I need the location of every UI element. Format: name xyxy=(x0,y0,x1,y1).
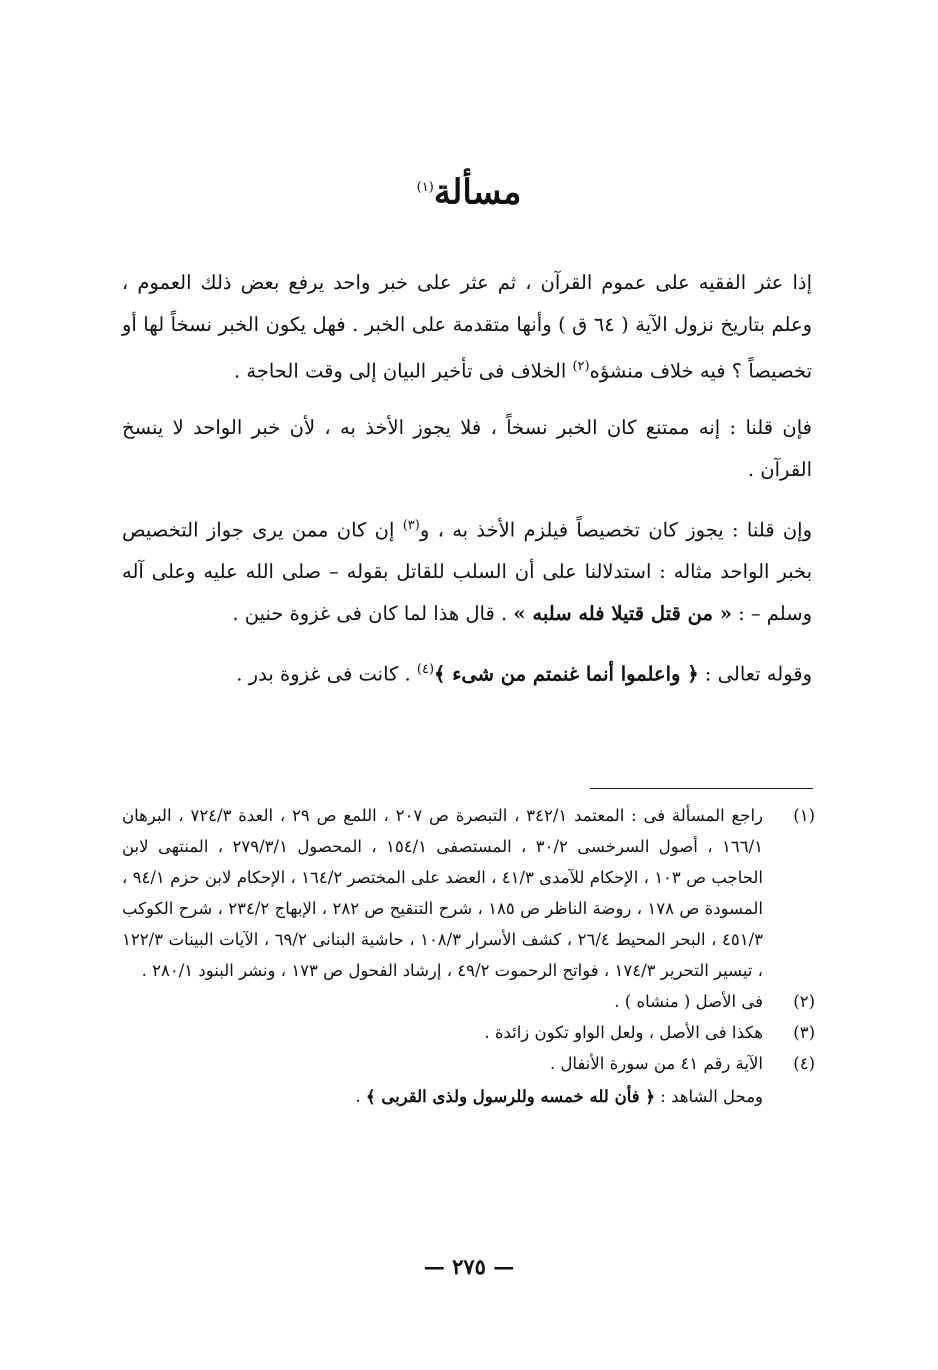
footnote-text: فى الأصل ( منشاه ) . xyxy=(614,992,763,1011)
footnote-separator xyxy=(590,788,813,789)
footnote-1 xyxy=(122,800,815,986)
paragraph-4-text-b: . كانت فى غزوة بدر . xyxy=(236,662,417,686)
footnote-4-continuation xyxy=(122,1079,763,1115)
footnote-2 xyxy=(122,986,815,1017)
paragraph-4-text-a: وقوله تعالى : xyxy=(698,662,812,686)
footnote-number: (١) xyxy=(793,806,815,825)
quran-quote: ﴿ واعلموا أنما غنمتم من شىء ﴾ xyxy=(434,662,699,686)
paragraph-3 xyxy=(122,505,812,636)
footnotes xyxy=(122,800,815,1115)
footnote-ref-3: (٣) xyxy=(402,517,420,533)
footnote-ref-2: (٢) xyxy=(572,359,590,374)
paragraph-3-text-a: وإن قلنا : يجوز كان تخصيصاً فيلزم الأخذ به ، و xyxy=(419,518,812,541)
paragraph-1-text-a: إذا عثر الفقيه على عموم القرآن ، ثم عثر على خبر واحد يرفع بعض ذلك العموم ، وعلم بتاريخ نزول الآية ( ٦٤ ق ) وأنها متقدمة على الخبر . فهل يكون الخبر نسخاً لها أو تخصيصاً ؟ فيه خلاف منشؤه xyxy=(122,271,812,383)
footnote-extra-text-a: ومحل الشاهد : xyxy=(655,1087,763,1106)
title-footnote-ref: (١) xyxy=(416,180,434,195)
footnote-number: (٤) xyxy=(793,1054,815,1073)
footnote-4 xyxy=(122,1048,815,1079)
page-title xyxy=(0,160,938,220)
footnote-3 xyxy=(122,1017,815,1048)
paragraph-2-text: فإن قلنا : إنه ممتنع كان الخبر نسخاً ، فلا يجوز الأخذ به ، لأن خبر الواحد لا ينسخ القرآن . xyxy=(122,415,812,481)
footnote-number: (٣) xyxy=(793,1023,815,1042)
footnote-text: هكذا فى الأصل ، ولعل الواو تكون زائدة . xyxy=(484,1023,763,1042)
footnote-number: (٢) xyxy=(793,992,815,1011)
title-text: مسألة xyxy=(433,172,522,213)
paragraph-3-text-c: . قال هذا لما كان فى غزوة حنين . xyxy=(232,602,514,625)
footnote-ref-4: (٤) xyxy=(416,662,435,677)
paragraph-1 xyxy=(122,262,812,393)
page-number: — ٢٧٥ — xyxy=(423,1254,515,1279)
paragraph-4 xyxy=(122,649,812,696)
footnote-text: الآية رقم ٤١ من سورة الأنفال . xyxy=(549,1054,763,1073)
footnote-text: راجع المسألة فى : المعتمد ٣٤٢/١ ، التبصرة ص ٢٠٧ ، اللمع ص ٢٩ ، العدة ٧٢٤/٣ ، البرهان ١٦٦/١ ، أصول السرخسى ٣٠/٢ ، المستصفى ١٥٤/١ ، المحصول ٢٧٩/٣/١ ، المنتهى لابن الحاجب ص ١٠٣ ، الإحكام للآمدى ٤١/٣ ، العضد على المختصر ١٦٤/٢ ، الإحكام لابن حزم ٩٤/١ ، المسودة ص ١٧٨ ، روضة الناظر ص ١٨٥ ، شرح التنقيح ص ٢٨٢ ، الإبهاج ٢٣٤/٢ ، شرح الكوكب ٤٥١/٣ ، البحر المحيط ٢٦/٤ ، كشف الأسرار ١٠٨/٣ ، حاشية البنانى ٦٩/٢ ، الآيات البينات ١٢٢/٣ ، تيسير التحرير ١٧٤/٣ ، فواتح الرحموت ٤٩/٢ ، إرشاد الفحول ص ١٧٣ ، ونشر البنود ٢٨٠/١ . xyxy=(122,806,764,980)
hadith-quote: « من قتل قتيلا فله سلبه » xyxy=(513,602,732,625)
main-text xyxy=(122,262,812,710)
footnote-extra-text-b: . xyxy=(355,1087,366,1106)
paragraph-3-text-b: إن كان ممن يرى جواز التخصيص بخبر الواحد مثاله : استدلالنا على أن السلب للقاتل بقوله – صلى الله عليه وعلى آله وسلم – : xyxy=(122,518,812,625)
paragraph-2 xyxy=(122,407,812,491)
footnote-quran-quote: ﴿ فأن لله خمسه وللرسول ولذى القربى ﴾ xyxy=(365,1087,656,1106)
paragraph-1-text-b: الخلاف فى تأخير البيان إلى وقت الحاجة . xyxy=(233,359,573,383)
